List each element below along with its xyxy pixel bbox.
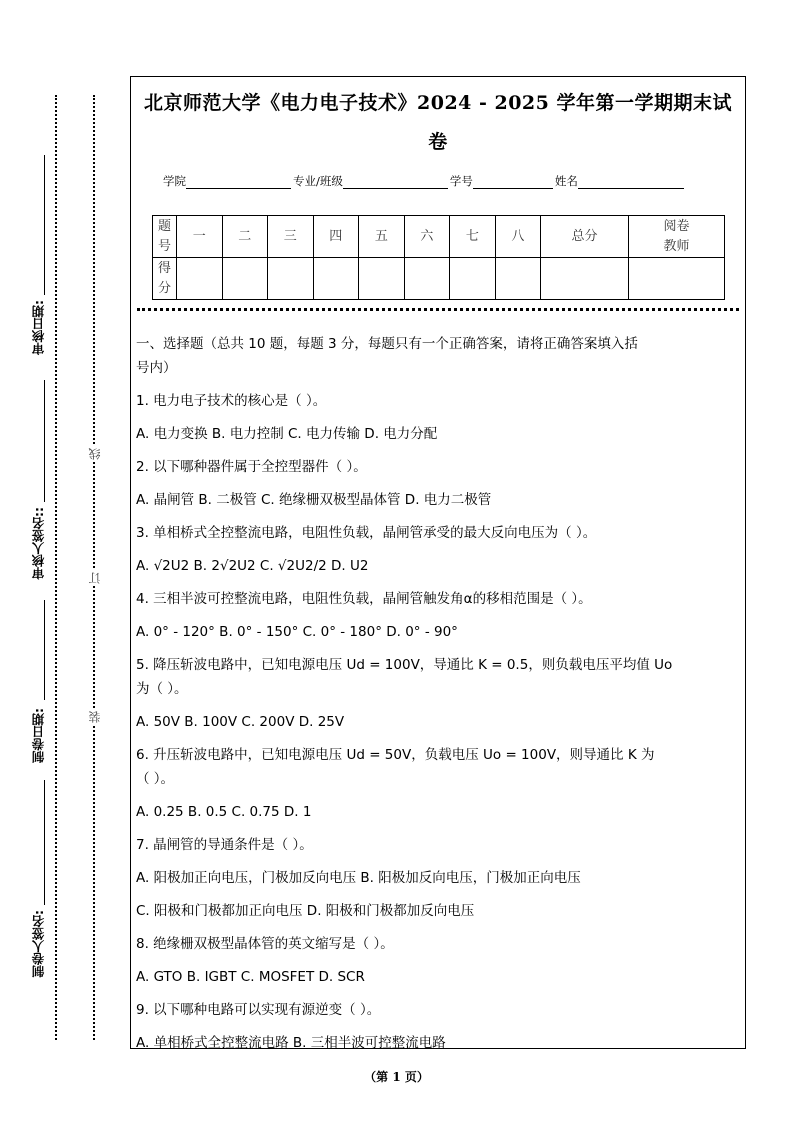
line-text: 2. 以下哪种器件属于全控型器件（ ）。 (136, 459, 367, 475)
question-line (136, 554, 742, 578)
line-text: 8. 绝缘栅双极型晶体管的英文缩写是（ ）。 (136, 936, 394, 952)
question-line (136, 743, 742, 791)
line-text: 9. 以下哪种电路可以实现有源逆变（ ）。 (136, 1002, 381, 1018)
question-line (136, 899, 742, 923)
review-date-label: 审核日期: (31, 300, 46, 355)
col-header: 五 (359, 216, 405, 258)
row-label: 得 (157, 260, 171, 276)
line-text: A. √2U2 B. 2√2U2 C. √2U2/2 D. U2 (136, 558, 369, 574)
line-text: 5. 降压斩波电路中，已知电源电压 Ud = 100V，导通比 K = 0.5，则负载电压平均值 Uo (136, 657, 673, 673)
cut-mark-ding: 订 (88, 572, 102, 584)
col-header: 一 (177, 216, 223, 258)
question-line (136, 932, 742, 956)
score-cell[interactable] (541, 258, 629, 300)
line-text: A. 单相桥式全控整流电路 B. 三相半波可控整流电路 (136, 1035, 446, 1051)
reviewer-header: 阅卷 (663, 218, 690, 234)
question-line (136, 1031, 742, 1055)
row-label: 号 (157, 238, 171, 254)
score-cell[interactable] (313, 258, 359, 300)
line-text: A. 50V B. 100V C. 200V D. 25V (136, 714, 345, 730)
compiler-signature-line (44, 780, 45, 905)
question-line (136, 521, 742, 545)
college-field[interactable] (186, 175, 291, 189)
line-text: 7. 晶闸管的导通条件是（ ）。 (136, 837, 313, 853)
compiler-signature-label: 制卷人签名: (31, 910, 46, 978)
score-cell[interactable] (495, 258, 541, 300)
question-line (136, 422, 742, 446)
line-text: A. 电力变换 B. 电力控制 C. 电力传输 D. 电力分配 (136, 426, 438, 442)
question-number-row (153, 216, 725, 258)
col-header: 八 (495, 216, 541, 258)
score-table (152, 215, 725, 300)
compile-date-line (44, 600, 45, 700)
student-info-line (163, 173, 686, 189)
reviewer-signature-line (44, 380, 45, 502)
col-header: 七 (450, 216, 496, 258)
binding-dotted-line-inner (93, 95, 95, 1040)
student-id-field[interactable] (473, 175, 553, 189)
line-text: A. 0° - 120° B. 0° - 150° C. 0° - 180° D. 0° - 90° (136, 624, 458, 640)
question-line (136, 965, 742, 989)
line-text: A. 0.25 B. 0.5 C. 0.75 D. 1 (136, 804, 312, 820)
row-label: 题 (157, 218, 171, 234)
exam-title-cont: 卷 (428, 131, 448, 153)
college-label: 学院 (163, 174, 186, 188)
student-id-label: 学号 (449, 174, 473, 188)
review-date-line (44, 155, 45, 295)
major-class-label: 专业/班级 (293, 174, 343, 188)
question-line (136, 998, 742, 1022)
line-text: 为（ ）。 (136, 681, 188, 697)
line-text: 6. 升压斩波电路中，已知电源电压 Ud = 50V，负载电压 Uo = 100V，则导通比 K 为 (136, 747, 655, 763)
line-text: （ ）。 (136, 771, 175, 787)
cut-mark-zhuang: 装 (88, 711, 102, 723)
binding-dotted-line-outer (55, 95, 57, 1040)
question-line (136, 866, 742, 890)
line-text: A. 晶闸管 B. 二极管 C. 绝缘栅双极型晶体管 D. 电力二极管 (136, 492, 492, 508)
question-line (136, 488, 742, 512)
question-line (136, 710, 742, 734)
score-cell[interactable] (629, 258, 725, 300)
question-list (136, 332, 742, 1064)
question-line (136, 587, 742, 611)
question-line (136, 653, 742, 701)
cut-mark-xian: 线 (88, 448, 102, 460)
section-heading (136, 332, 742, 380)
page-number: （第 1 页） (364, 1070, 429, 1084)
row-label: 分 (157, 280, 171, 296)
name-field[interactable] (578, 175, 684, 189)
line-text: 一、选择题（总共 10 题，每题 3 分，每题只有一个正确答案，请将正确答案填入括 (136, 336, 638, 352)
line-text: 1. 电力电子技术的核心是（ ）。 (136, 393, 327, 409)
question-line (136, 620, 742, 644)
line-text: 号内） (136, 360, 177, 376)
col-header: 四 (313, 216, 359, 258)
score-cell[interactable] (222, 258, 268, 300)
line-text: C. 阳极和门极都加正向电压 D. 阳极和门极都加反向电压 (136, 903, 475, 919)
compile-date-label: 制卷日期: (31, 708, 46, 763)
name-label: 姓名 (554, 174, 578, 188)
score-cell[interactable] (404, 258, 450, 300)
question-line (136, 455, 742, 479)
line-text: A. 阳极加正向电压，门极加反向电压 B. 阳极加反向电压，门极加正向电压 (136, 870, 581, 886)
col-header: 总分 (541, 216, 629, 258)
dotted-separator (137, 308, 739, 311)
reviewer-header: 教师 (663, 238, 690, 254)
col-header: 二 (222, 216, 268, 258)
question-line (136, 833, 742, 857)
question-line (136, 389, 742, 413)
col-header: 三 (268, 216, 314, 258)
score-cell[interactable] (450, 258, 496, 300)
question-line (136, 800, 742, 824)
score-cell[interactable] (359, 258, 405, 300)
col-header: 六 (404, 216, 450, 258)
score-cell[interactable] (177, 258, 223, 300)
major-class-field[interactable] (343, 175, 448, 189)
line-text: A. GTO B. IGBT C. MOSFET D. SCR (136, 969, 365, 985)
score-row (153, 258, 725, 300)
line-text: 3. 单相桥式全控整流电路，电阻性负载，晶闸管承受的最大反向电压为（ ）。 (136, 525, 597, 541)
score-cell[interactable] (268, 258, 314, 300)
reviewer-signature-label: 审核人签名:: (31, 507, 46, 580)
line-text: 4. 三相半波可控整流电路，电阻性负载，晶闸管触发角α的移相范围是（ ）。 (136, 591, 592, 607)
exam-title: 北京师范大学《电力电子技术》2024 - 2025 学年第一学期期末试 (144, 92, 732, 114)
